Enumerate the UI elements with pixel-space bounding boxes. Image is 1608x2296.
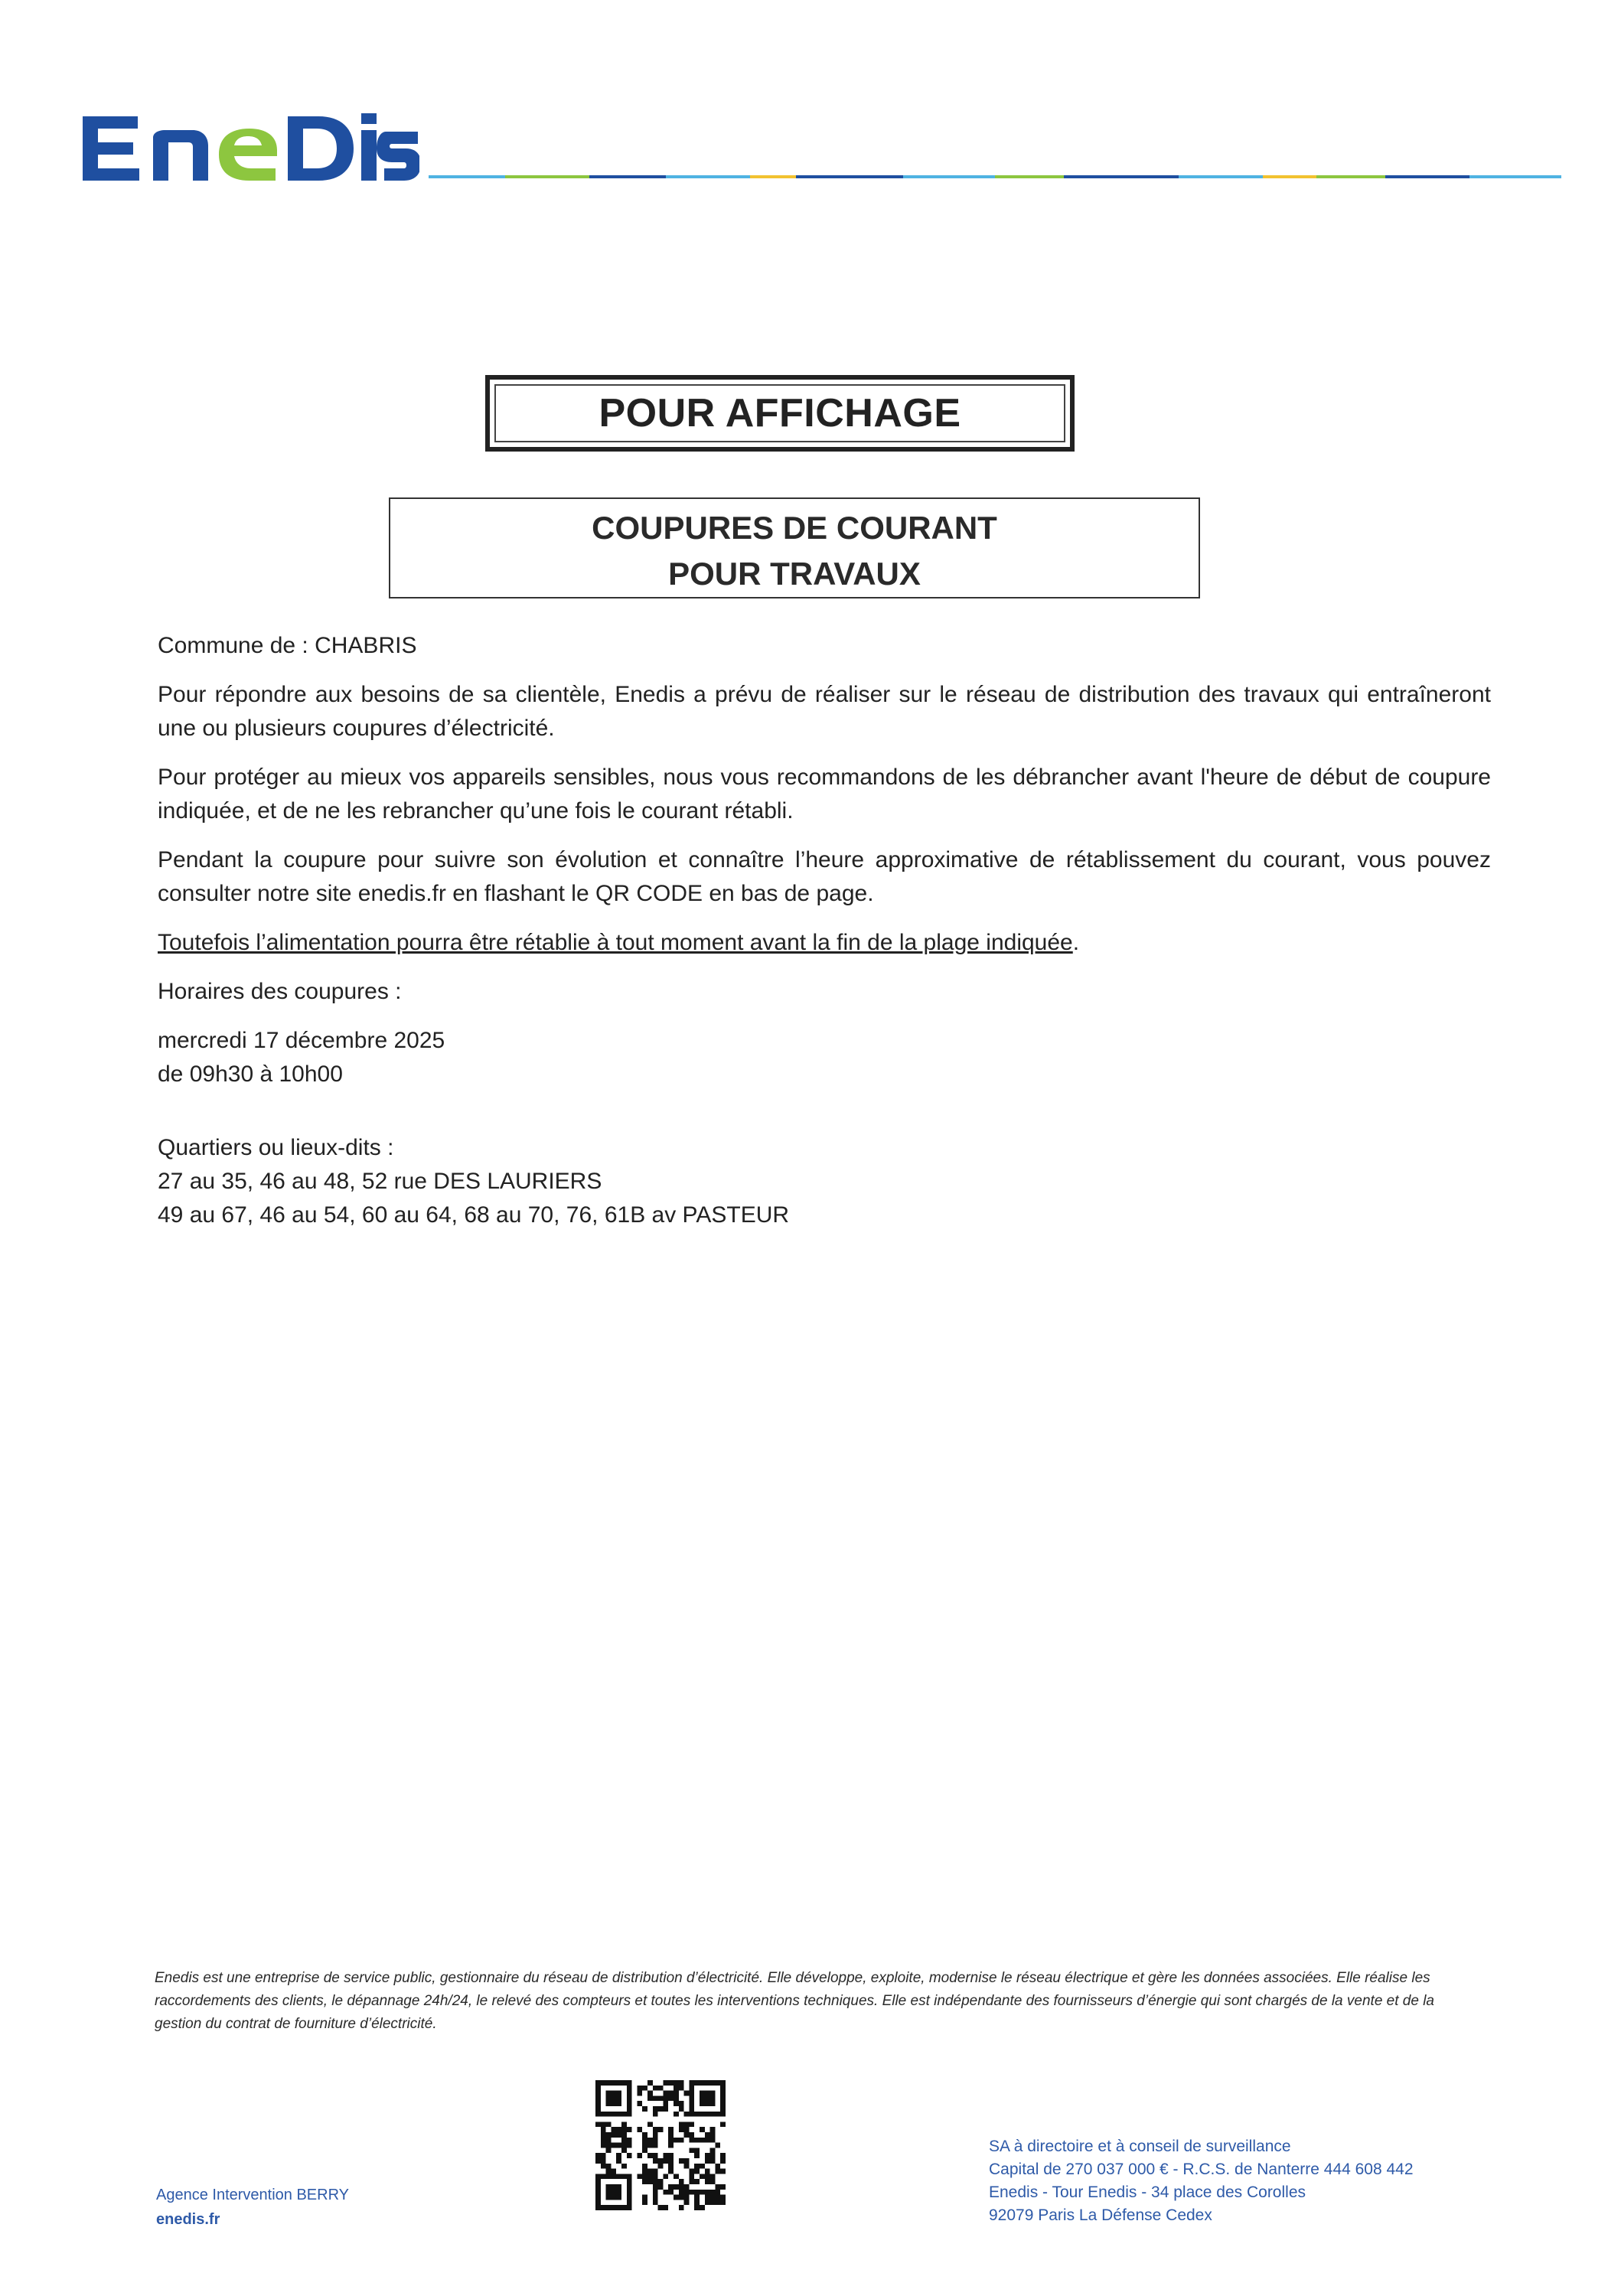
company-info-block [989,2135,1414,2227]
outage-time: de 09h30 à 10h00 [158,1062,343,1087]
company-line-2: Capital de 270 037 000 € - R.C.S. de Nanterre 444 608 442 [989,2161,1414,2178]
company-line-4: 92079 Paris La Défense Cedex [989,2206,1212,2224]
paragraph-qr-info: Pendant la coupure pour suivre son évolution et connaître l’heure approximative de rétablissement du courant, vous pouvez consulter notre site enedis.fr en flashant le QR CODE en bas de page. [158,847,1491,906]
legal-footer-text: Enedis est une entreprise de service public, gestionnaire du réseau de distribution d’électricité. Elle développe, exploite, modernise le réseau électrique et gère les données associées. Elle réalise les raccordements des clients, le dépannage 24h/24, le relevé des compteurs et toutes les interventions techniques. Elle est indépendante des fournisseurs d’énergie qui sont chargés de la vente et de la gestion du contrat de fourniture d’électricité. [155,1970,1434,2032]
qr-code[interactable] [595,2080,726,2210]
outage-date: mercredi 17 décembre 2025 [158,1028,445,1053]
enedis-logo [83,109,419,182]
commune-line: Commune de : CHABRIS [158,633,417,658]
pour-affichage-box [485,375,1075,452]
agency-website-link[interactable]: enedis.fr [156,2211,220,2228]
notice-title-line1: COUPURES DE COURANT [592,510,997,546]
notice-underlined-text: Toutefois l’alimentation pourra être rétablie à tout moment avant la fin de la plage indiquée [158,930,1073,955]
areas-label: Quartiers ou lieux-dits : [158,1135,394,1160]
agency-name: Agence Intervention BERRY [156,2187,350,2203]
paragraph-devices: Pour protéger au mieux vos appareils sensibles, nous vous recommandons de les débrancher avant l'heure de début de coupure indiquée, et de ne les rebrancher qu’une fois le courant rétabli. [158,765,1491,823]
pour-affichage-label: POUR AFFICHAGE [599,391,961,435]
notice-line [158,926,1491,960]
notice-title-box [389,497,1200,598]
area-line-2: 49 au 67, 46 au 54, 60 au 64, 68 au 70, 76, 61B av PASTEUR [158,1202,790,1228]
area-line-1: 27 au 35, 46 au 48, 52 rue DES LAURIERS [158,1169,602,1194]
hours-label: Horaires des coupures : [158,979,402,1004]
company-line-3: Enedis - Tour Enedis - 34 place des Corolles [989,2183,1306,2201]
company-line-1: SA à directoire et à conseil de surveillance [989,2138,1291,2155]
paragraph-works: Pour répondre aux besoins de sa clientèle, Enedis a prévu de réaliser sur le réseau de distribution des travaux qui entraîneront une ou plusieurs coupures d’électricité. [158,682,1491,741]
notice-title-line2: POUR TRAVAUX [668,556,921,592]
header-divider [429,174,1561,179]
notice-body [158,629,1491,1232]
notice-period: . [1072,930,1080,955]
agency-block [156,2183,349,2232]
